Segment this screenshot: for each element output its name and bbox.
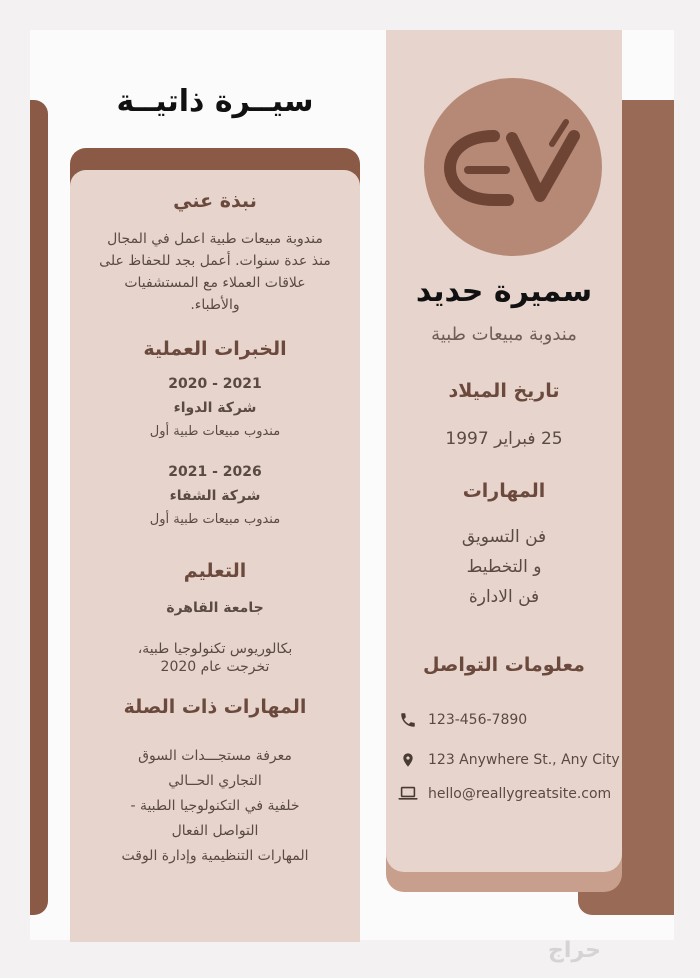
education-school: جامعة القاهرة [166, 600, 264, 616]
experience-period: 2021 - 2026 [168, 464, 262, 480]
contact-email-row [398, 784, 622, 804]
education-heading: التعليم [183, 560, 247, 582]
related-skills-line: التواصل الفعال [171, 823, 259, 839]
person-name: سميرة حديد [415, 274, 593, 309]
experience-role: مندوب مبيعات طبية أول [149, 512, 281, 527]
experience-item [70, 464, 360, 527]
experience-company: شركة الدواء [173, 400, 257, 416]
education-degree: بكالوريوس تكنولوجيا طبية، [137, 641, 293, 657]
left-column [70, 170, 360, 942]
about-heading: نبذة عني [173, 190, 257, 212]
document-title: سيــرة ذاتيــة [116, 84, 314, 119]
location-pin-icon [398, 750, 418, 770]
related-skills-heading: المهارات ذات الصلة [123, 696, 307, 718]
related-skills-line: خلفية في التكنولوجيا الطبية - [130, 798, 300, 814]
contact-heading: معلومات التواصل [423, 654, 585, 676]
related-skills-line: المهارات التنظيمية وإدارة الوقت [121, 848, 309, 864]
related-skills-line: التجاري الحــالي [168, 773, 262, 789]
contact-address-row [398, 750, 622, 770]
cv-logo-icon [424, 78, 602, 256]
skill-item: و التخطيط [466, 557, 542, 577]
related-skills-line: معرفة مستجـــدات السوق [138, 748, 292, 764]
skills-heading: المهارات [462, 480, 546, 502]
experience-heading: الخبرات العملية [143, 338, 287, 360]
left-decor-bar [30, 100, 48, 915]
person-job-title: مندوبة مبيعات طبية [431, 324, 577, 345]
skill-item: فن الادارة [468, 587, 540, 607]
contact-email: hello@reallygreatsite.com [428, 786, 612, 802]
laptop-icon [398, 784, 418, 804]
experience-item [70, 376, 360, 439]
birth-date: 25 فبراير 1997 [445, 429, 563, 449]
about-text: مندوبة مبيعات طبية اعمل في المجال منذ عدة سنوات. أعمل بجد للحفاظ على علاقات العملاء مع المستشفيات والأطباء. [99, 231, 331, 313]
education-graduation: تخرجت عام 2020 [160, 659, 270, 675]
birth-heading: تاريخ الميلاد [448, 380, 560, 402]
right-column [386, 30, 622, 872]
phone-icon [398, 710, 418, 730]
site-watermark: حراج [548, 938, 601, 963]
contact-phone: 123-456-7890 [428, 712, 528, 728]
cv-logo [424, 78, 602, 256]
contact-address: 123 Anywhere St., Any City [428, 752, 620, 768]
contact-phone-row [398, 710, 622, 730]
experience-period: 2020 - 2021 [168, 376, 262, 392]
experience-company: شركة الشفاء [169, 488, 261, 504]
experience-role: مندوب مبيعات طبية أول [149, 424, 281, 439]
skill-item: فن التسويق [461, 527, 547, 547]
